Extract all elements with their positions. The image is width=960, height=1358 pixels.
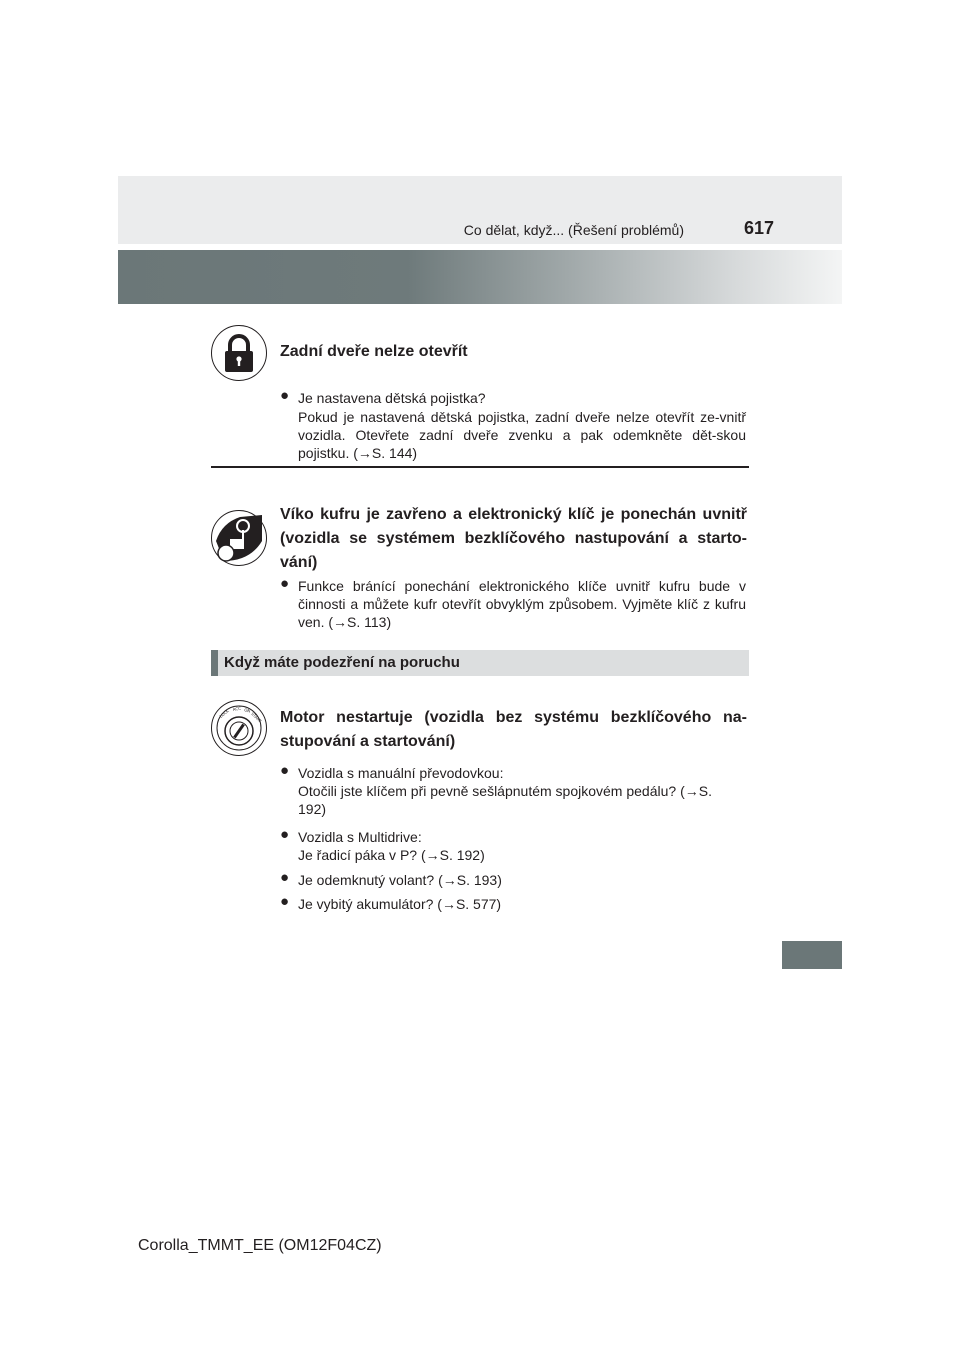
- ignition-label-on: ON: [243, 707, 251, 714]
- bullet-answer: Pokud je nastavená dětská pojistka, zadní dveře nelze otevřít ze-vnitř vozidla. Otevřete zadní dveře zvenku a pak odemkněte dět-skou pojistku. (→S. 144): [298, 409, 746, 461]
- section-divider: [211, 466, 749, 468]
- bullet-question: Vozidla s Multidrive:: [298, 829, 422, 845]
- bullet-question: Vozidla s manuální převodovkou:: [298, 765, 504, 781]
- bullet-question: Je nastavena dětská pojistka?: [298, 390, 486, 406]
- ignition-label-lock: LOCK: [218, 708, 230, 719]
- bullet-answer: Je řadicí páka v P? (→S. 192): [298, 847, 485, 863]
- page-number: 617: [743, 218, 774, 238]
- bullet-question: Je odemknutý volant? (→S. 193): [298, 872, 502, 888]
- section-heading-rear-door: Zadní dveře nelze otevřít: [280, 343, 468, 360]
- bullet-icon: ●: [280, 762, 290, 779]
- chapter-title: Co dělat, když... (Řešení problémů): [463, 222, 684, 238]
- key-in-trunk-icon: [211, 510, 267, 566]
- section-heading-trunk: Víko kufru je zavřeno a elektronický klíč je ponechán uvnitř (vozidla se systémem bezklíčového nastupování a starto-vání): [280, 506, 747, 571]
- ignition-switch-icon: [211, 700, 267, 756]
- section-heading-engine: Motor nestartuje (vozidla bez systému bezklíčového na-stupování a startování): [280, 709, 747, 750]
- bullet-answer: Funkce bránící ponechání elektronického klíče uvnitř kufru bude v činnosti a můžete kufr otevřít obvyklým způsobem. Vyjměte klíč z kufru ven. (→S. 113): [298, 578, 746, 630]
- bullet-question: Je vybitý akumulátor? (→S. 577): [298, 896, 502, 912]
- bullet-answer: Otočili jste klíčem při pevně sešlápnutém spojkovém pedálu? (→S. 192): [298, 783, 712, 817]
- bullet-icon: ●: [280, 893, 290, 910]
- chapter-banner: [118, 250, 842, 304]
- bullet-icon: ●: [280, 387, 290, 404]
- bullet-icon: ●: [280, 869, 290, 886]
- section-title-fault: Když máte podezření na poruchu: [224, 654, 460, 671]
- chapter-tab: [782, 941, 842, 969]
- ignition-label-start: START: [250, 711, 263, 724]
- footer-doc-id: Corolla_TMMT_EE (OM12F04CZ): [138, 1237, 382, 1254]
- bullet-icon: ●: [280, 826, 290, 843]
- lock-icon: [211, 325, 267, 381]
- ignition-label-acc: ACC: [232, 705, 242, 712]
- bullet-icon: ●: [280, 575, 290, 592]
